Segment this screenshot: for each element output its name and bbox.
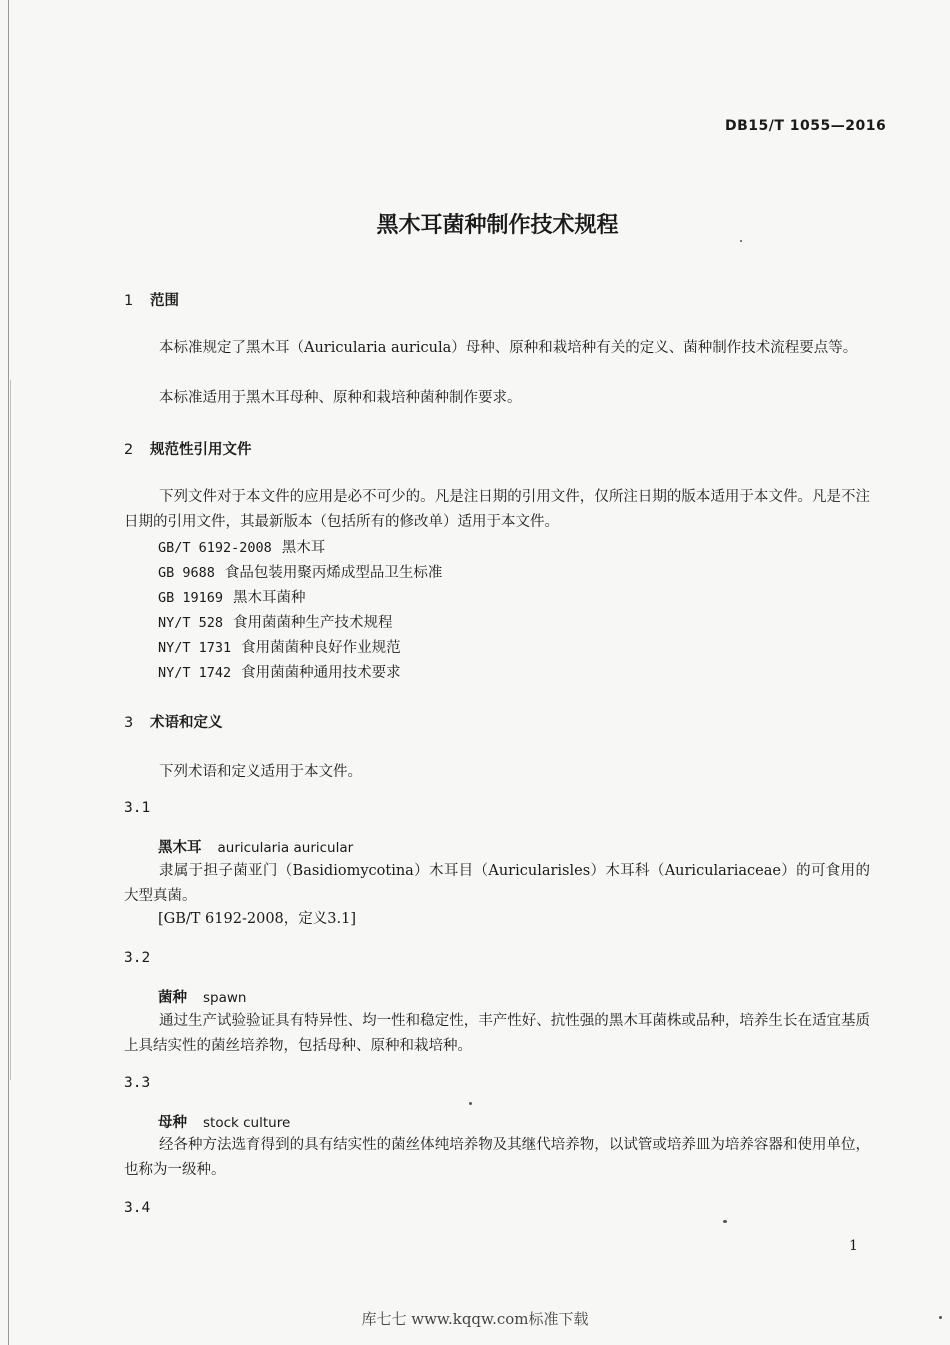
reference-name: 食用菌菌种生产技术规程: [233, 615, 393, 631]
term-definition: 经各种方法选育得到的具有结实性的菌丝体纯培养物及其继代培养物，以试管或培养皿为培养容器和使用单位，也称为一级种。: [124, 1137, 870, 1178]
section-2-heading: [124, 438, 252, 459]
section-title: 术语和定义: [150, 715, 223, 731]
normative-reference: [158, 661, 401, 682]
reference-name: 黑木耳菌种: [233, 590, 306, 606]
term-english: stock culture: [203, 1115, 291, 1131]
term-number: 3.4: [124, 1200, 151, 1216]
section-number: 2: [124, 442, 134, 458]
normative-reference: [158, 611, 393, 632]
reference-name: 食用菌菌种良好作业规范: [241, 640, 401, 656]
term-definition: 通过生产试验验证具有特异性、均一性和稳定性，丰产性好、抗性强的黑木耳菌株或品种，培养生长在适宜基质上具结实性的菌丝培养物，包括母种、原种和栽培种。: [124, 1013, 870, 1054]
reference-code: NY/T 1742: [158, 665, 232, 681]
term-number: 3.1: [124, 800, 151, 816]
term-number: 3.2: [124, 950, 151, 966]
term-heading: [158, 836, 353, 857]
section-title: 规范性引用文件: [150, 442, 252, 458]
term-chinese: 菌种: [158, 990, 187, 1006]
normative-reference: [158, 636, 401, 657]
normative-reference: [158, 561, 442, 582]
reference-name: 食品包装用聚丙烯成型品卫生标准: [224, 565, 443, 581]
term-chinese: 黑木耳: [158, 840, 202, 856]
term-number: 3.3: [124, 1075, 151, 1091]
term-source: [GB/T 6192-2008，定义3.1]: [158, 911, 356, 927]
scan-edge-line: [8, 0, 9, 1345]
reference-code: NY/T 528: [158, 615, 224, 631]
reference-code: GB 9688: [158, 565, 215, 581]
reference-name: 食用菌菌种通用技术要求: [241, 665, 401, 681]
scan-speck: [723, 1220, 727, 1223]
section-1-paragraph-2: 本标准适用于黑木耳母种、原种和栽培种菌种制作要求。: [159, 390, 522, 406]
footer-watermark: 库七七 www.kqqw.com标准下载: [361, 1310, 589, 1328]
scan-speck: [939, 1316, 942, 1319]
standard-code: DB15/T 1055—2016: [725, 118, 887, 134]
page-title: 黑木耳菌种制作技术规程: [376, 213, 619, 238]
section-1-heading: [124, 289, 179, 310]
reference-code: GB 19169: [158, 590, 224, 606]
normative-reference: [158, 586, 306, 607]
term-english: auricularia auricular: [217, 840, 354, 856]
reference-code: NY/T 1731: [158, 640, 232, 656]
page-number: 1: [849, 1238, 858, 1254]
term-english: spawn: [203, 990, 247, 1006]
section-3-intro: 下列术语和定义适用于本文件。: [159, 764, 362, 780]
term-heading: [158, 986, 246, 1007]
term-definition: 隶属于担子菌亚门（Basidiomycotina）木耳目（Auricularisles）木耳科（Auriculariaceae）的可食用的大型真菌。: [124, 863, 870, 904]
term-heading: [158, 1111, 290, 1132]
section-3-heading: [124, 711, 223, 732]
section-number: 3: [124, 715, 134, 731]
section-number: 1: [124, 293, 134, 309]
term-chinese: 母种: [158, 1115, 187, 1131]
normative-reference: [158, 536, 325, 557]
reference-name: 黑木耳: [281, 540, 326, 556]
section-title: 范围: [150, 293, 179, 309]
scan-edge-line: [10, 380, 11, 1080]
reference-code: GB/T 6192-2008: [158, 540, 272, 556]
scan-speck: [469, 1102, 472, 1105]
section-2-paragraph-1: 下列文件对于本文件的应用是必不可少的。凡是注日期的引用文件，仅所注日期的版本适用于本文件。凡是不注日期的引用文件，其最新版本（包括所有的修改单）适用于本文件。: [124, 489, 870, 530]
scan-speck: [740, 240, 742, 242]
section-1-paragraph-1: 本标准规定了黑木耳（Auricularia auricula）母种、原种和栽培种有关的定义、菌种制作技术流程要点等。: [159, 340, 858, 356]
